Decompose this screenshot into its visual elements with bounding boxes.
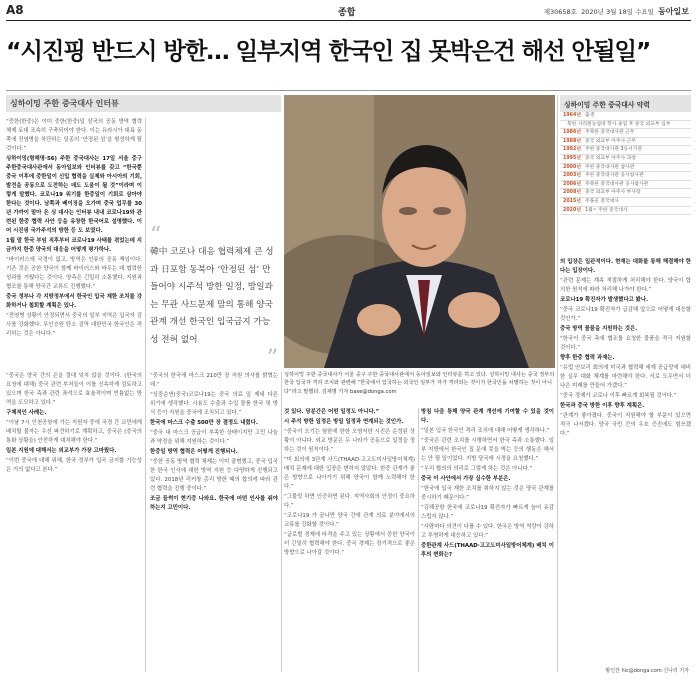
article-column-1 bbox=[6, 118, 142, 368]
article-paragraph: “중국의 한국에 마스크 210만 장 지원 의사를 밝혔는데.” bbox=[150, 373, 278, 388]
column-divider bbox=[557, 95, 558, 672]
article-paragraph: “우리 협의의 의리로 그렇게 하는 것은 아니다.” bbox=[421, 466, 533, 472]
photo-illustration bbox=[284, 95, 555, 368]
headline-rule bbox=[6, 90, 691, 91]
article-paragraph: “사람마다 의견이 다를 수 있다. 한국은 방역 역량이 강하고 투명하게 대응하고 있다.” bbox=[421, 524, 554, 539]
article-paragraph: “관련 문제는 계속 적절하게 처리해야 한다. 양국이 합의한 원칙에 따라 처리해 나가야 한다.” bbox=[560, 278, 691, 293]
open-quote-mark: “ bbox=[150, 223, 162, 248]
sidebar-row bbox=[560, 198, 691, 207]
issue-meta bbox=[544, 6, 689, 17]
sidebar-row bbox=[560, 172, 691, 181]
header-rule bbox=[6, 20, 691, 21]
sidebar-text: 중국 외교부 아주사 근무 bbox=[585, 138, 636, 144]
article-paragraph: 조금 들썩이 현기증 나와요. 한국에 어떤 인사를 줘야 하는지 고민이다. bbox=[150, 496, 278, 511]
sidebar-year: 2008년 bbox=[563, 190, 581, 196]
article-paragraph: “이번 중국에 대해 위해, 한국 정부가 입국 금지할 가능성은 거의 없다고 본다.” bbox=[6, 458, 142, 473]
article-paragraph: “일본 입국 한국인 격리 조치에 대해 어떻게 생각하나.” bbox=[421, 428, 550, 434]
article-paragraph: “유럽 안보리 회의에 미국과 협력해 세계 공급망에 대비한 실무 대화 체계를 마련해야 한다. 서로 도우면서 더 나은 미래를 만들어 가겠다.” bbox=[560, 365, 691, 389]
article-paragraph: 일본 지원에 대해서는 외교부가 가장 고마웠다. bbox=[6, 448, 117, 454]
article-paragraph: “중한(한중)은 이미 중한(한중)일 삼국의 공동 방역 협력 체제 토대 조속히 구축되어야 한다. 이는 유라시아 대륙 동쪽에 전염병을 차단하는 일종의 ‘안정된 섬’을 형성하게 될 것이다.” bbox=[6, 119, 142, 152]
byline: 황인찬 hic@donga.com·신나리 기자 bbox=[605, 668, 689, 674]
column-divider bbox=[281, 372, 282, 672]
article-paragraph: “글로벌 경제에 타격을 주고 있는 상황에서 중한 양국이 더 긴밀히 협력해야 한다. 중국 경제는 장기적으로 좋은 방향으로 나아갈 것이다.” bbox=[284, 532, 415, 556]
sidebar-row bbox=[560, 181, 691, 190]
subtitle-bar bbox=[6, 95, 281, 112]
sidebar-text: 중국 외교부 아주사 부사장 bbox=[585, 190, 641, 196]
article-paragraph: 코로나19 확진자가 발생했다고 봤나. bbox=[560, 297, 649, 303]
article-paragraph: 1월 말 한국 부임 직후부터 코로나19 사태를 겪었는데 지금까지 한중 양국의 대응을 어떻게 평가하나. bbox=[6, 238, 142, 253]
sidebar-year: 2003년 bbox=[563, 173, 581, 179]
article-paragraph: 시 주석 방한 일정은 방일 일정과 연계되는 것인가. bbox=[284, 419, 404, 425]
article-paragraph: “김해공항 한국에 코로나19 확진자가 빠르게 늘어 유감스럽지 않나.” bbox=[421, 505, 554, 520]
article-paragraph: “중국이 오기는 험한에 한한 오염저한 시진은 순정된 상황이 아니다. 외교 방문은 두 나라가 공동으로 일정을 정하는 것이 원칙이다.” bbox=[284, 429, 415, 453]
article-column-3 bbox=[150, 372, 278, 672]
article-column-5 bbox=[421, 408, 554, 672]
sidebar-year: 2015년 bbox=[563, 198, 581, 204]
column-divider bbox=[145, 118, 146, 672]
article-paragraph: “싱중순연(중국)코로나19는 중국 의료 일 제네 다른 위기에 생각했다. 사용도 수출과 수입 물품 한국 및 방식 등이 지원을 중국에 조치되고 있다.” bbox=[150, 392, 278, 416]
article-column-2 bbox=[6, 372, 142, 672]
section-name: 종합 bbox=[338, 8, 356, 18]
sidebar-year: 1992년 bbox=[563, 147, 581, 153]
article-paragraph: “코로나19 가 끝나면 양국 간에 관계 의료 분야에서의 교류를 강화할 것이다.” bbox=[284, 513, 415, 528]
article-paragraph: 구체적인 사례는. bbox=[6, 410, 47, 416]
photo-caption: 싱하이밍 주한 중국대사가 서울 중구 주한 중국대사관에서 동아일보와 인터뷰를 하고 있다. 싱하이밍 대사는 중국 정부의 한국 입국자 격리 조치와 관련해 “한국에서 입국하는 외국인 일부가 자가 격리되는 것이지 한국인을 차별하는 것이 아니다”라고 말했다. 김재명 기자 base@donga.com bbox=[284, 372, 555, 395]
sidebar-row bbox=[560, 112, 691, 121]
article-paragraph: 의 입장은 일관적이다. 현재는 대화를 통해 해결해야 한다는 입장이다. bbox=[560, 259, 691, 274]
sidebar-row bbox=[560, 138, 691, 147]
article-paragraph: “중국은 양국 간의 은을 절대 잊지 않을 것이다. (한국의 요청에 대해) 중국 관련 부처들이 이를 신속하게 검토하고 있으며 한국 측과 관련 좌석으로 효율적이며 빈틈없는 방역을 도모하고 있다.” bbox=[6, 373, 142, 406]
sidebar-text: 1월~ 주한 중국대사 bbox=[585, 207, 628, 213]
sidebar-year: 2006년 bbox=[563, 181, 581, 187]
sidebar-row bbox=[560, 146, 691, 155]
sidebar-row bbox=[560, 207, 691, 216]
profile-sidebar bbox=[560, 95, 691, 215]
pull-quote bbox=[150, 223, 278, 371]
column-divider bbox=[418, 408, 419, 672]
article-paragraph: 한중일 방역 협력은 어떻게 진행되나. bbox=[150, 449, 238, 455]
sidebar-text: 북한 사리원농업대 학사 졸업 후 중국 외교부 입부 bbox=[567, 121, 671, 127]
sidebar-row bbox=[560, 129, 691, 138]
article-paragraph: “중한 공동 방역 협력 체제는 이미 출범했고, 중국 입국한 한국 인사에 대한 방역 지원 등 다양하게 진행되고 있다. 2018년 리커창 총리 방한 때의 합의에 따라 관련 협력을 진행 중이다.” bbox=[150, 459, 278, 492]
sidebar-title-bar bbox=[560, 95, 691, 112]
article-paragraph: “중국 코로나19 확진자가 급감해 앞으로 어떻게 대응할 것인가.” bbox=[560, 307, 691, 322]
close-quote-mark: ” bbox=[266, 346, 278, 371]
sidebar-text: 주한 중국대사관 공사참사관 bbox=[585, 173, 644, 179]
page-number: A8 bbox=[6, 3, 24, 17]
article-paragraph: “그물망 하면 인증하면 된다. 지역사회의 안정이 중요하다.” bbox=[284, 494, 415, 509]
article-paragraph: 향후 한중 협력 과제는. bbox=[560, 355, 615, 361]
article-paragraph: 중국 정부나 각 지방정부에서 한국인 입국 제한 조치를 강화하거나 철회할 계획은 있나. bbox=[6, 294, 142, 309]
pull-quote-text: 韓中 코로나 대응 협력체제 큰 성과 日포함 동북아 ‘안정된 섬’ 만들어야 시주석 방한 일정, 방일과는 무관 사드문제 맘의 통해 양국관계 개선 한국인 입국금지 가능성 전혀 없어 bbox=[150, 247, 274, 345]
article-paragraph: “중국 내 마스크 공급이 부족한 상태이지만 고민 나눔과 약정을 위해 지원하는 것이다.” bbox=[150, 430, 278, 445]
sidebar-year: 1986년 bbox=[563, 130, 581, 136]
sidebar-row bbox=[560, 155, 691, 164]
headline: “시진핑 반드시 방한… 일부지역 한국인 집 못박은건 해선 안될일” bbox=[6, 37, 651, 65]
sidebar-year: 1995년 bbox=[563, 155, 581, 161]
article-paragraph: 것 있다. 당분간은 어떤 일정도 아니다.” bbox=[284, 409, 380, 415]
article-paragraph: “한국에 입국 제한 조치를 취하지 않는 것은 양국 관계를 중시하기 때문이다.” bbox=[421, 486, 554, 501]
sidebar-text: 주몽골 중국대사 bbox=[585, 198, 619, 204]
article-paragraph: “중국 경제가 코로나 이후 빠르게 회복될 것이다.” bbox=[560, 393, 677, 399]
sidebar-text: 주북한 중국대사관 근무 bbox=[585, 130, 635, 136]
article-paragraph: 중국 이 사안에서 가장 실수한 부분은. bbox=[421, 476, 511, 482]
article-paragraph: “바이러스에 국경이 없고, 방역은 인류의 공동 책임이다. 기존 것은 공한 양국이 함께 바이러스와 싸우는 데 협력한 성과를 거뒀다는 것이다. 양측은 긴밀히 소통했다. 지원과 협조를 통해 양국간 교류도 진행했다.” bbox=[6, 257, 142, 290]
article-column-6 bbox=[560, 258, 691, 664]
article-paragraph: 한국과 중국 방한 이후 향후 계획은. bbox=[560, 403, 645, 409]
article-paragraph: “관계가 좋아졌다. 중국이 지원해야 할 부분이 있으면 적극 나서겠다. 양국 국민 간의 우호 증진에도 힘쓰겠다.” bbox=[560, 413, 691, 437]
issue-number: 제30658호 bbox=[543, 8, 577, 16]
paper-name: 동아일보 bbox=[658, 7, 689, 16]
sidebar-text: 주한 중국대사관 3등서기관 bbox=[585, 147, 643, 153]
sidebar-text: 주북한 중국대사관 공사참사관 bbox=[585, 181, 649, 187]
article-paragraph: 중한관계 사드(THAAD·고고도미사일방어체계) 배치 이후의 변화는? bbox=[421, 543, 554, 558]
interview-photo bbox=[284, 95, 555, 368]
sidebar-row bbox=[560, 121, 691, 130]
sidebar-year: 2000년 bbox=[563, 164, 581, 170]
sidebar-year: 1988년 bbox=[563, 138, 581, 144]
article-column-4 bbox=[284, 408, 415, 672]
sidebar-text: 출생 bbox=[585, 113, 595, 118]
page-header bbox=[0, 0, 697, 20]
article-paragraph: 싱하이밍(형해명·56) 주한 중국대사는 17일 서울 중구 주한중국대사관에서 동아일보와 인터뷰를 갖고 “한국뿐 중국 이후에 중한일이 신입 협력을 실제와 아시아의 기회, 발전을 공동으로 도전하는 데도 도움이 될 것”이라며 이렇게 말했다. 코로나19 위기를 한중일이 기회로 삼아야 한다는 것이다. 남쪽과 베이징을 오가며 중국 업무를 30년 가까이 맡아 온 싱 대사는 인터뷰 내내 코로나19와 관련된 한중 협력 사안 등을 유창한 한국어로 설명했다. 이어 시진핑 국가주석의 방한 등 도 보였다. bbox=[6, 156, 142, 234]
sidebar-year: 1964년 bbox=[563, 113, 581, 118]
sidebar-row bbox=[560, 164, 691, 173]
subtitle: 싱하이밍 주한 중국대사 인터뷰 bbox=[10, 99, 119, 108]
article-paragraph: “이날 7시 인천공항에 가는 지원자 중에 국경 간 교민에게 배치할 물자는 우선 파견하기로 계획하고, 중국은 (중국의 통화 상황을) 안전하게 대처해야 한다.” bbox=[6, 420, 142, 444]
article-paragraph: “미 회의에 3단계 사드(THAAD·고고도미사일방어체계) 배치 문제에 대한 입장은 변하지 않았다. 한중 관계가 좋은 방향으로 나아가기 위해 양국이 함께 노력해야 한다.” bbox=[284, 457, 415, 490]
sidebar-rows bbox=[560, 112, 691, 215]
sidebar-year: 2020년 bbox=[563, 207, 581, 213]
sidebar-text: 주한 중국대사관 참사관 bbox=[585, 164, 635, 170]
issue-date: 2020년 3월 18일 수요일 bbox=[581, 8, 654, 16]
sidebar-text: 중국 외교부 아주사 과장 bbox=[585, 155, 636, 161]
article-paragraph: 방침 다음 통해 양국 관계 개선에 기여할 수 있을 것이다. bbox=[421, 409, 554, 424]
sidebar-title: 싱하이밍 주한 중국대사 약력 bbox=[564, 101, 650, 109]
sidebar-row bbox=[560, 189, 691, 198]
article-paragraph: “한국이 중국 측에 협조를 요청한 물품을 적극 지원할 것이다.” bbox=[560, 336, 691, 351]
article-paragraph: “중국은 관련 조치를 시행하면서 한국 측과 소통했다. 일부 지방에서 한국인 집 문에 못을 박는 등의 행동은 해서는 안 될 일이었다. 지방 당국에 시정을 요청했다.” bbox=[421, 438, 554, 462]
article-paragraph: 한국에 마스크 수출 500만 장 결정도 내렸다. bbox=[150, 420, 258, 426]
article-paragraph: 중국 방역 물품을 지원하는 것은. bbox=[560, 326, 638, 332]
article-paragraph: “전염병 상황이 안정되면서 중국의 일부 지역은 입국자 검사를 강화했다. 무인승원 탄소 검역 대한민국 한국인은 격리하는 것은 아니다.” bbox=[6, 313, 142, 337]
